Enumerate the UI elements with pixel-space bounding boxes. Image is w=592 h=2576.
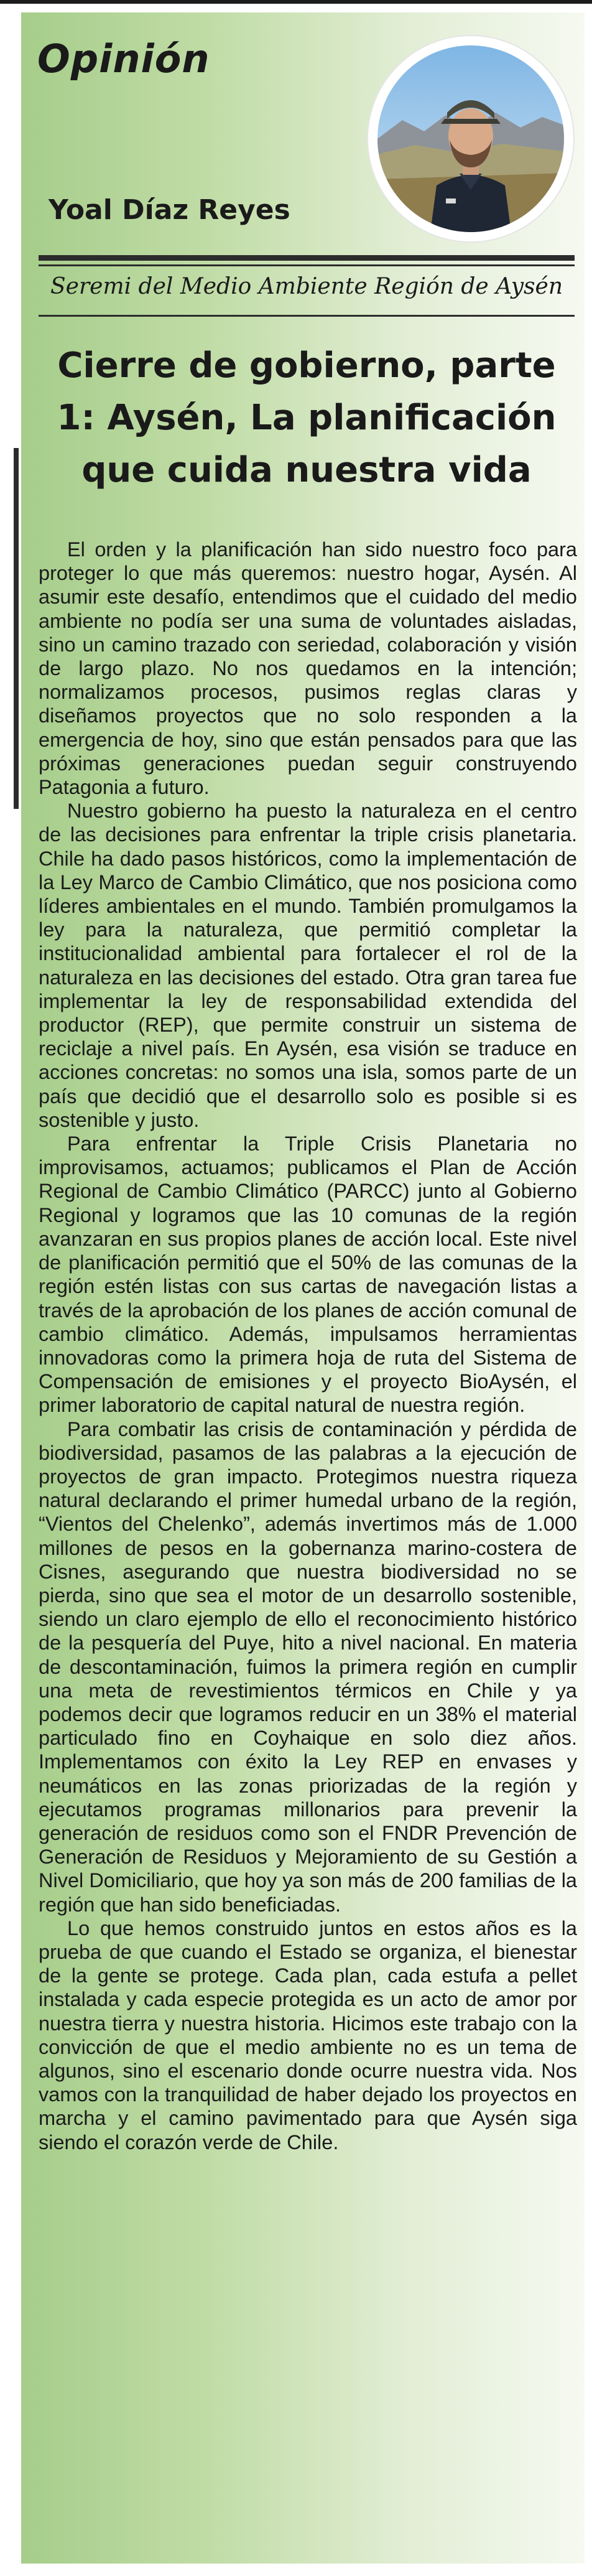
margin-bar	[14, 448, 19, 809]
top-border	[0, 0, 592, 4]
article-headline: Cierre de gobierno, parte 1: Aysén, La planificación que cuida nuestra vida	[57, 345, 557, 490]
body-paragraph: Para combatir las crisis de contaminación y pérdida de biodiversidad, pasamos de las palabras a la ejecución de proyectos de gran impacto. Protegimos nuestra riqueza natural declarando el primer humedal urbano de la región, “Vientos del Chelenko”, además invertimos más de 1.000 millones de pesos en la gobernanza marino-costera de Cisnes, asegurando que nuestra biodiversidad no se pierda, sino que sea el motor de un desarrollo sostenible, siendo un claro ejemplo de ello el reconocimiento histórico de la pesquería del Puye, hito a nivel nacional. En materia de descontaminación, fuimos la primera región en cumplir una meta de revestimientos térmicos en Chile y ya podemos decir que logramos reducir en un 38% el material particulado fino en Coyhaique en solo diez años. Implementamos con éxito la Ley REP en envases y neumáticos en las zonas priorizadas de la región y ejecutamos programas millonarios para prevenir la generación de residuos como son el FNDR Prevención de Generación de Residuos y Mejoramiento de su Gestión a Nivel Domiciliario, que hoy ya son más de 200 familias de la región que han sido beneficiadas.	[39, 1417, 577, 1916]
author-photo	[377, 45, 564, 232]
body-paragraph: El orden y la planificación han sido nuestro foco para proteger lo que más queremos: nuestro hogar, Aysén. Al asumir este desafío, entendimos que el cuidado del medio ambiente no podía ser una suma de voluntades aisladas, sino un camino trazado con seriedad, colaboración y visión de largo plazo. No nos quedamos en la intención; normalizamos procesos, pusimos reglas claras y diseñamos proyectos que no solo responden a la emergencia de hoy, sino que están pensados para que las próximas generaciones puedan seguir construyendo Patagonia a futuro.	[39, 538, 577, 799]
divider-thin	[39, 264, 575, 266]
body-paragraph: Lo que hemos construido juntos en estos años es la prueba de que cuando el Estado se organiza, el bienestar de la gente se protege. Cada plan, cada estufa a pellet instalada y cada especie protegida es un acto de amor por nuestra tierra y nuestra historia. Hicimos este trabajo con la convicción de que el medio ambiente no es un tema de algunos, sino el escenario donde ocurre nuestra vida. Nos vamos con la tranquilidad de haber dejado los proyectos en marcha y el camino pavimentado para que Aysén siga siendo el corazón verde de Chile.	[39, 1916, 577, 2154]
divider-bottom	[39, 315, 575, 317]
body-paragraph: Nuestro gobierno ha puesto la naturaleza en el centro de las decisiones para enfrentar la triple crisis planetaria. Chile ha dado pasos históricos, como la implementación de la Ley Marco de Cambio Climático, que nos posiciona como líderes ambientales en el mundo. También promulgamos la ley para la naturaleza, que permitió completar la institucionalidad ambiental para fortalecer el rol de la naturaleza en las decisiones del estado. Otra gran tarea fue implementar la ley de responsabilidad extendida del productor (REP), que permite construir un sistema de reciclaje a nivel país. En Aysén, esa visión se traduce en acciones concretas: no somos una isla, somos parte de un país que decidió que el desarrollo solo es posible si es sostenible y justo.	[39, 800, 577, 1131]
section-title: Opinión	[37, 36, 210, 82]
divider-thick	[39, 255, 575, 261]
author-name: Yoal Díaz Reyes	[49, 194, 290, 226]
body-paragraph: Para enfrentar la Triple Crisis Planetaria no improvisamos, actuamos; publicamos el Plan de Acción Regional de Cambio Climático (PARCC) junto al Gobierno Regional y logramos que las 10 comunas de la región avanzaran en sus propios planes de acción local. Este nivel de planificación permitió que el 50% de las comunas de la región estén listas con sus cartas de navegación listas a través de la aprobación de los planes de acción comunal de cambio climático. Además, impulsamos herramientas innovadoras como la primera hoja de ruta del Sistema de Compensación de emisiones y el proyecto BioAysén, el primer laboratorio de capital natural de nuestra región.	[39, 1132, 577, 1417]
author-role: Seremi del Medio Ambiente Región de Aysén	[50, 274, 563, 299]
article-body	[39, 538, 577, 2154]
